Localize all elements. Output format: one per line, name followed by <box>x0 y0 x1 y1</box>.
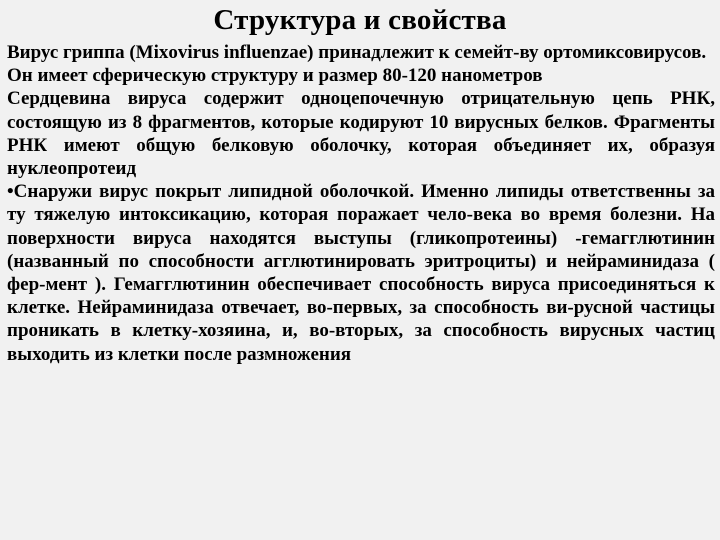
slide-title: Структура и свойства <box>213 4 507 36</box>
slide-body <box>7 41 715 366</box>
paragraph-virus-envelope: •Снаружи вирус покрыт липидной оболочкой. Именно липиды ответственны за ту тяжелую интоксикацию, которая поражает чело-века во время болезни. На поверхности вируса находятся выступы (гликопротеины) -гемагглютинин (названный по способности агглютинировать эритроциты) и нейраминидаза ( фер-мент ). Гемагглютинин обеспечивает способность вируса присоединяться к клетке. Нейраминидаза отвечает, во-первых, за способность ви-русной частицы проникать в клетку-хозяина, и, во-вторых, за способность вирусных частиц выходить из клетки после размножения <box>7 181 715 365</box>
paragraph-virus-overview: Вирус гриппа (Mixovirus influenzae) принадлежит к семейт-ву ортомиксовирусов. Он имеет сферическую структуру и размер 80-120 нанометров <box>7 42 707 87</box>
paragraph-virus-core: Сердцевина вируса содержит одноцепочечную отрицательную цепь РНК, состоящую из 8 фрагментов, которые кодируют 10 вирусных белков. Фрагменты РНК имеют общую белковую оболочку, которая объединяет их, образуя нуклеопротеид <box>7 88 715 180</box>
